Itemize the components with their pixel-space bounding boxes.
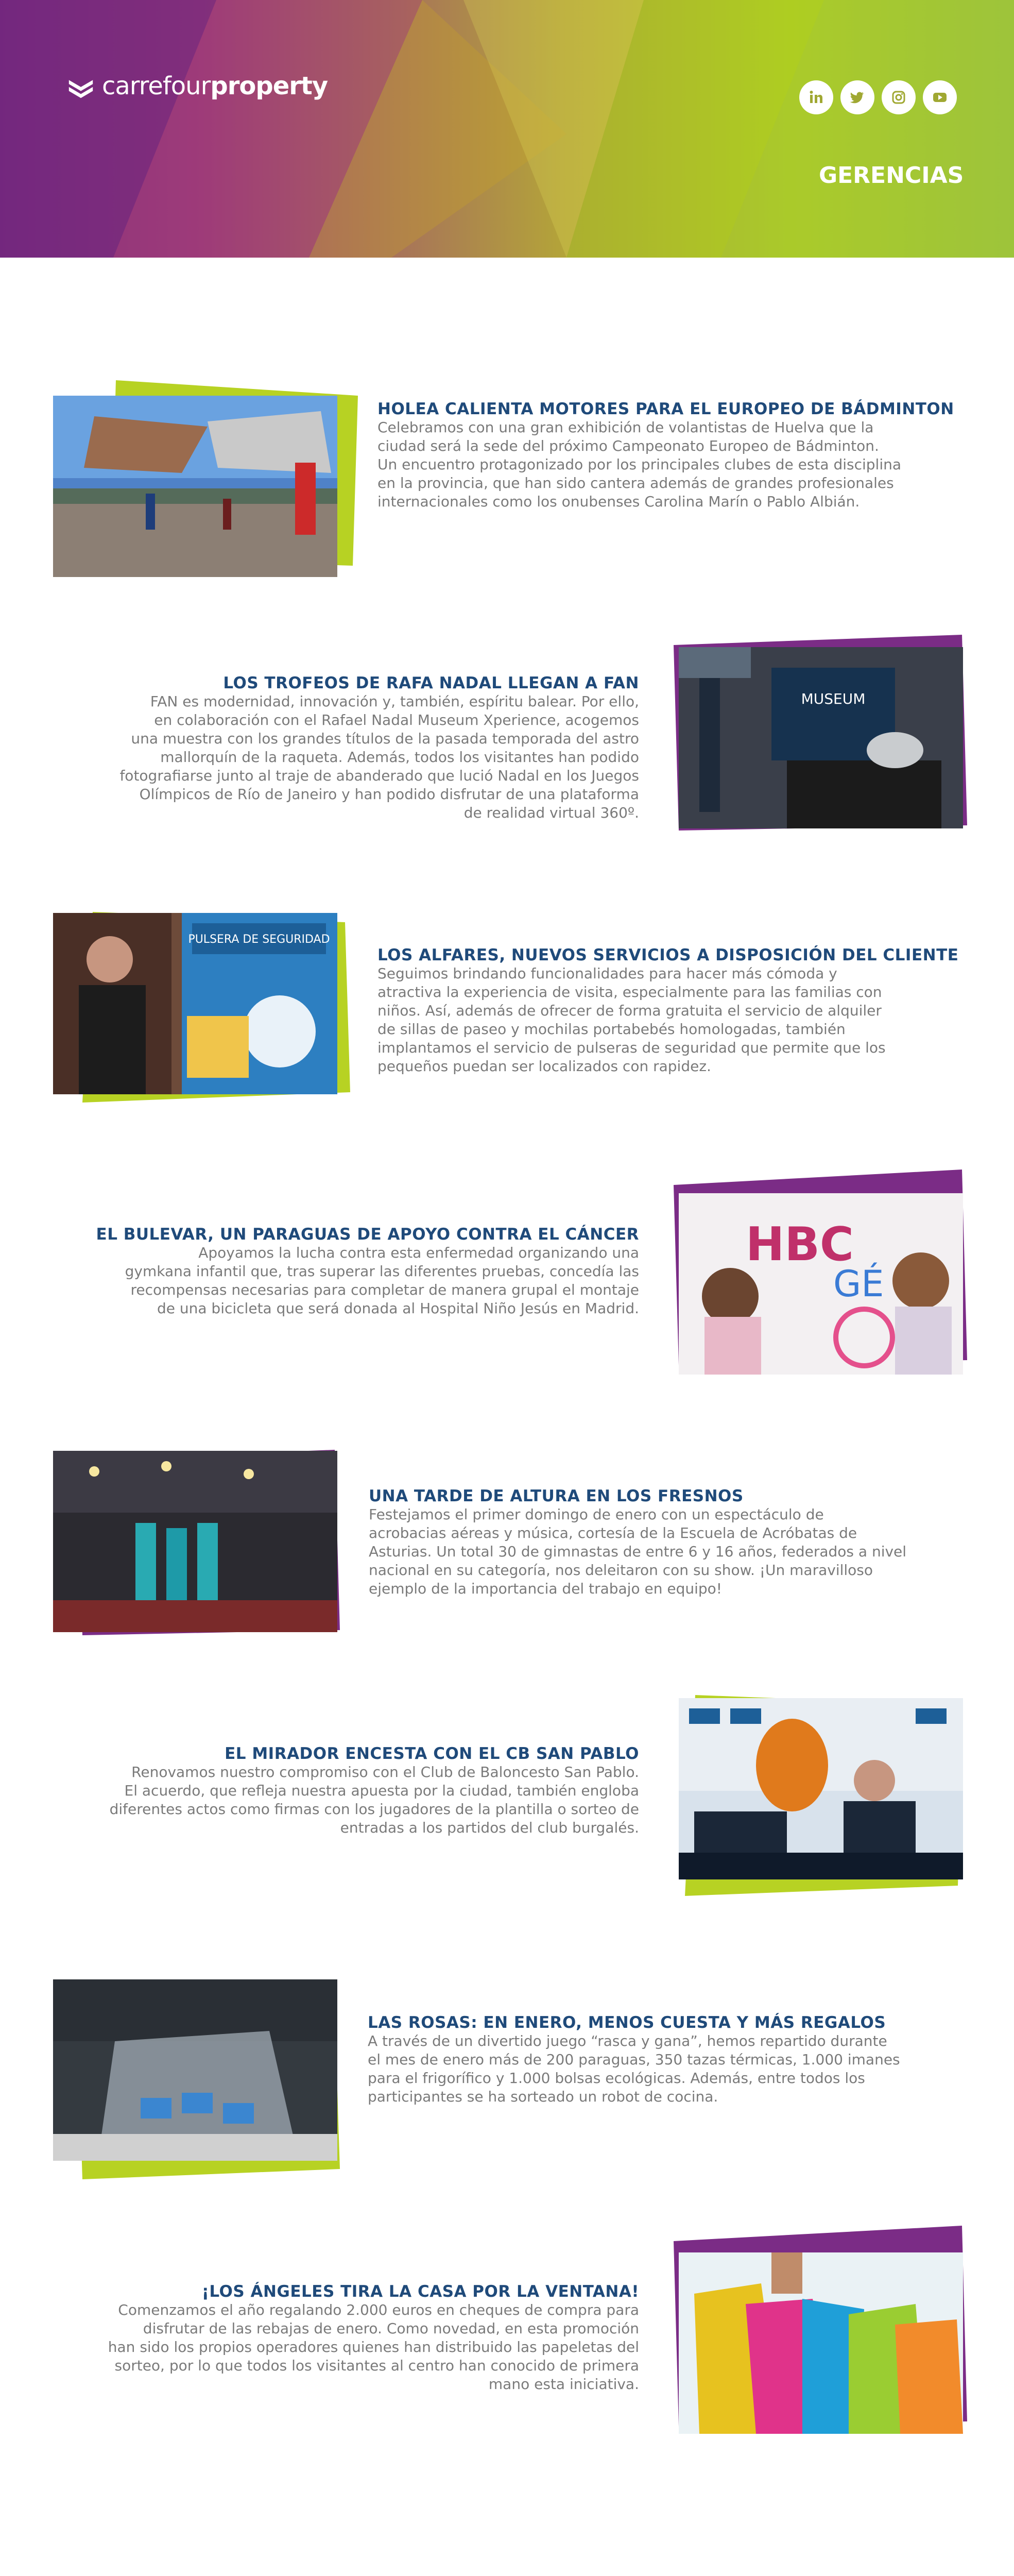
article-title: EL MIRADOR ENCESTA CON EL CB SAN PABLO: [225, 1744, 639, 1763]
twitter-icon[interactable]: [840, 80, 874, 114]
svg-text:HBC: HBC: [746, 1217, 854, 1272]
article-photo-bicicleta: [679, 1193, 963, 1375]
header-geometric-pattern: [0, 0, 1014, 258]
article-body: Comenzamos el año regalando 2.000 euros en cheques de compra para disfrutar de las rebajas de enero. Como novedad, en esta promoción han sido los propios operadores quienes han distribuido las papeletas del sorteo, por lo que todos los visitantes al centro han conocido de primera mano esta iniciativa.: [108, 2301, 639, 2393]
section-title: GERENCIAS: [819, 162, 964, 189]
article-title: HOLEA CALIENTA MOTORES PARA EL EUROPEO DE BÁDMINTON: [377, 400, 954, 418]
svg-text:GÉ: GÉ: [833, 1263, 884, 1305]
svg-text:MUSEUM: MUSEUM: [801, 690, 866, 707]
article-body: Renovamos nuestro compromiso con el Club de Baloncesto San Pablo. El acuerdo, que refleja nuestra apuesta por la ciudad, también engloba diferentes actos como firmas con los jugadores de la plantilla o sorteo de entradas a los partidos del club burgalés.: [109, 1764, 639, 1836]
brand-logo[interactable]: [66, 71, 328, 101]
article-photo-acrobatas: [53, 1451, 337, 1632]
article-photo-nadal-trophies: [679, 647, 963, 828]
article-body: Celebramos con una gran exhibición de volantistas de Huelva que la ciudad será la sede del próximo Campeonato Europeo de Bádminton. Un encuentro protagonizado por los principales clubes de esta disciplina en la provincia, que han sido cantera además de grandes profesionales internacionales como los onubenses Carolina Marín o Pablo Albián.: [377, 419, 901, 510]
article-body: Seguimos brindando funcionalidades para hacer más cómoda y atractiva la experiencia de visita, especialmente para las familias con niños. Así, además de ofrecer de forma gratuita el servicio de alquiler de sillas de paseo y mochilas portabebés homologadas, también implantamos el servicio de pulseras de seguridad que permite que los pequeños puedan ser localizados con rapidez.: [377, 965, 886, 1075]
article-photo-shopping-bags: [679, 2252, 963, 2434]
instagram-icon[interactable]: [882, 80, 916, 114]
article-body: FAN es modernidad, innovación y, también, espíritu balear. Por ello, en colaboración con el Rafael Nadal Museum Xperience, acogemos una muestra con los grandes títulos de la pasada temporada del astro mallorquín de la raqueta. Además, todos los visitantes han podido fotografiarse junto al traje de abanderado que lució Nadal en los Juegos Olímpicos de Río de Janeiro y han podido disfrutar de una plataforma de realidad virtual 360º.: [119, 693, 639, 821]
brand-wordmark: carrefourproperty: [102, 72, 328, 100]
linkedin-icon[interactable]: [799, 80, 833, 114]
article-body: Festejamos el primer domingo de enero con un espectáculo de acrobacias aéreas y música, cortesía de la Escuela de Acróbatas de Asturias. Un total 30 de gimnastas de entre 6 y 16 años, federados a nivel nacional en su categoría, nos deleitaron con su show. ¡Un maravilloso ejemplo de la importancia del trabajo en equipo!: [369, 1506, 907, 1597]
article-photo-seguridad: [53, 913, 337, 1094]
carrefour-logo-icon: [66, 71, 96, 101]
article-photo-rasca-y-gana: [53, 1979, 337, 2161]
svg-text:PULSERA DE SEGURIDAD: PULSERA DE SEGURIDAD: [188, 933, 330, 946]
article-body: A través de un divertido juego “rasca y gana”, hemos repartido durante el mes de enero más de 200 paraguas, 350 tazas térmicas, 1.000 imanes para el frigorífico y 1.000 bolsas ecológicas. Además, entre todos los participantes se ha sorteado un robot de cocina.: [368, 2032, 900, 2105]
header-banner: [0, 0, 1014, 258]
article-title: LOS ALFARES, NUEVOS SERVICIOS A DISPOSICIÓN DEL CLIENTE: [377, 946, 959, 964]
article-title: UNA TARDE DE ALTURA EN LOS FRESNOS: [369, 1487, 744, 1505]
article-title: EL BULEVAR, UN PARAGUAS DE APOYO CONTRA EL CÁNCER: [96, 1225, 639, 1244]
article-title: LOS TROFEOS DE RAFA NADAL LLEGAN A FAN: [223, 674, 639, 692]
article-photo-baloncesto: [679, 1698, 963, 1879]
article-photo-badminton: [53, 396, 337, 577]
youtube-icon[interactable]: [923, 80, 957, 114]
header-social-links: [799, 80, 957, 114]
article-title: ¡LOS ÁNGELES TIRA LA CASA POR LA VENTANA!: [201, 2282, 639, 2301]
article-title: LAS ROSAS: EN ENERO, MENOS CUESTA Y MÁS REGALOS: [368, 2013, 886, 2032]
article-body: Apoyamos la lucha contra esta enfermedad organizando una gymkana infantil que, tras superar las diferentes pruebas, concedía las recompensas necesarias para completar de manera grupal el montaje de una bicicleta que será donada al Hospital Niño Jesús en Madrid.: [125, 1244, 639, 1317]
